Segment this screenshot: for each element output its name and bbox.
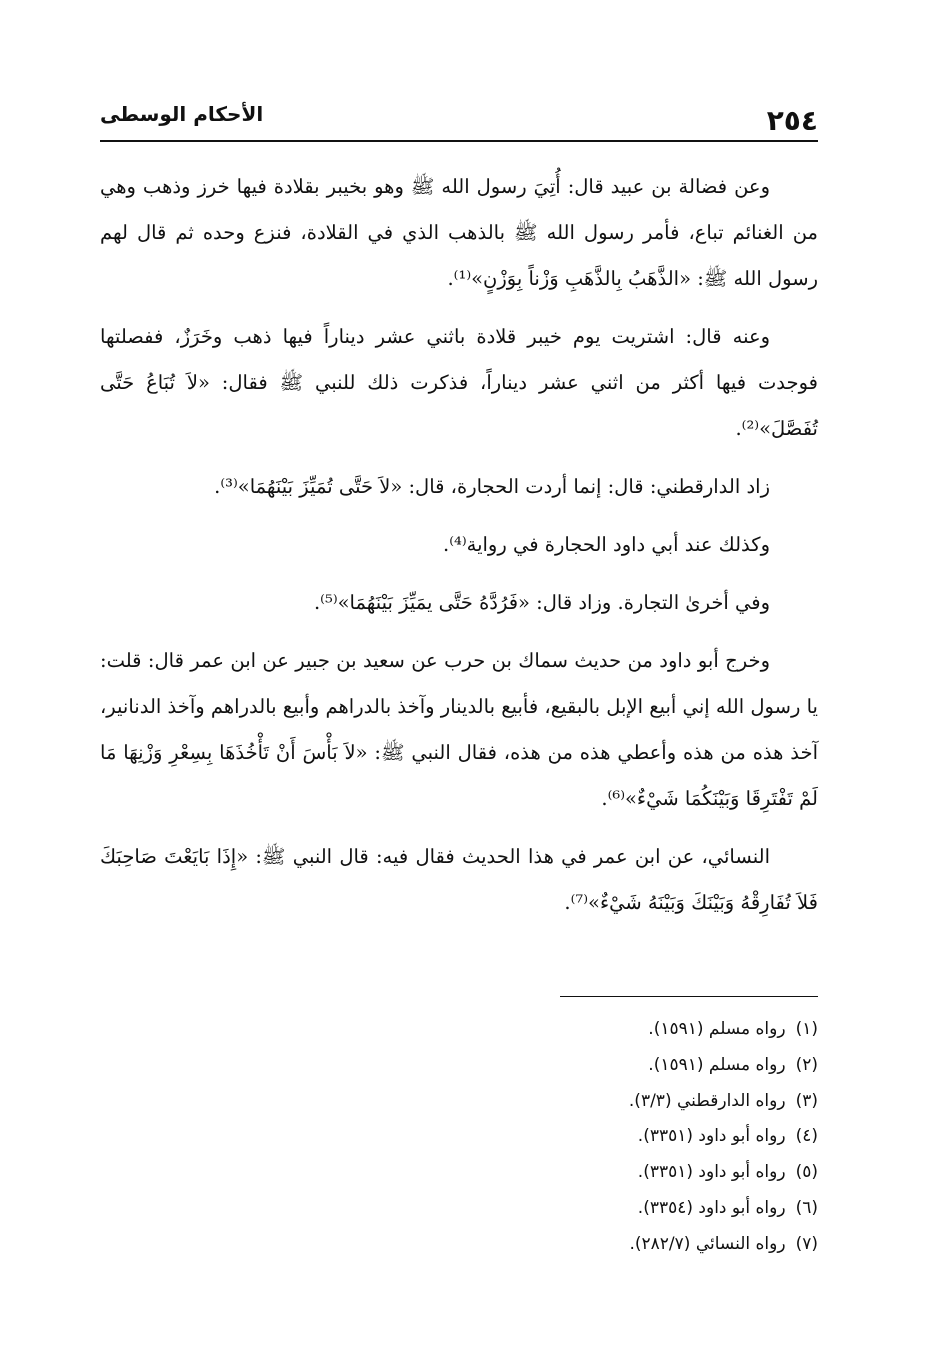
footnote-number: (٣)	[795, 1090, 818, 1111]
paragraph-3: زاد الدارقطني: قال: إنما أردت الحجارة، قال: «لاَ حَتَّى تُمَيِّزَ بَيْنَهُمَا»⁽³⁾.	[214, 475, 770, 498]
footnote-item	[218, 1191, 818, 1227]
footnote-item	[218, 1084, 818, 1120]
footnote-item	[218, 1227, 818, 1263]
footnote-text: رواه الدارقطني (٣/٣).	[628, 1090, 786, 1111]
footnote-text: رواه النسائي (٢٨٢/٧).	[629, 1233, 786, 1254]
footnote-number: (٢)	[795, 1054, 818, 1075]
main-text	[100, 164, 818, 938]
running-title: الأحكام الوسطى	[100, 102, 264, 126]
footnote-divider	[560, 996, 818, 997]
paragraph-5: وفي أخرىٰ التجارة. وزاد قال: «فَرُدَّهُ حَتَّى يمَيِّزَ بَيْنَهُمَا»⁽⁵⁾.	[313, 591, 770, 614]
footnote-text: رواه مسلم (١٥٩١).	[648, 1054, 786, 1075]
footnote-number: (١)	[795, 1019, 818, 1039]
footnote-number: (٤)	[795, 1126, 818, 1147]
footnote-item	[218, 1012, 818, 1048]
footnote-item	[218, 1119, 818, 1155]
paragraph-6: وخرج أبو داود من حديث سماك بن حرب عن سعيد بن جبير عن ابن عمر قال: قلت: يا رسول الله إني أبيع الإبل بالبقيع، فأبيع بالدينار وآخذ بالدراهم وأبيع بالدراهم وآخذ الدنانير، آخذ هذه من هذه وأعطي هذه من هذه، فقال النبي ﷺ: «لاَ بَأْسَ أَنْ تَأْخُذَهَا بِسِعْرِ وَزْنِهَا مَا لَمْ تَفْتَرِقَا وَبَيْنَكُمَا شَيْءٌ»⁽⁶⁾.	[100, 649, 818, 810]
footnote-text: رواه أبو داود (٣٣٥١).	[637, 1126, 786, 1147]
footnote-text: رواه أبو داود (٣٣٥١).	[637, 1162, 786, 1183]
footnotes-list	[218, 1012, 818, 1263]
footnote-number: (٦)	[795, 1197, 818, 1218]
paragraph-4: وكذلك عند أبي داود الحجارة في رواية⁽⁴⁾.	[443, 533, 770, 556]
footnote-item	[218, 1048, 818, 1084]
footnote-text: رواه أبو داود (٣٣٥٤).	[637, 1197, 786, 1218]
paragraph-1: وعن فضالة بن عبيد قال: أُتِيَ رسول الله ﷺ وهو بخيبر بقلادة فيها خرز وذهب وهي من الغنائم تباع، فأمر رسول الله ﷺ بالذهب الذي في القلادة، فنزع وحده ثم قال لهم رسول الله ﷺ: «الذَّهَبُ بِالذَّهَبِ وَزْناً بِوَزْنٍ»⁽¹⁾.	[100, 175, 818, 290]
page-number: ٢٥٤	[766, 104, 818, 137]
paragraph-2: وعنه قال: اشتريت يوم خيبر قلادة باثني عشر ديناراً فيها ذهب وخَرَزٌ، ففصلتها فوجدت فيها أكثر من اثني عشر ديناراً، فذكرت ذلك للنبي ﷺ فقال: «لاَ تُبَاعُ حَتَّى تُفَصَّلَ»⁽²⁾.	[100, 325, 818, 440]
footnote-text: رواه مسلم (١٥٩١).	[648, 1019, 786, 1039]
paragraph-7: النسائي، عن ابن عمر في هذا الحديث فقال فيه: قال النبي ﷺ: «إِذَا بَايَعْتَ صَاحِبَكَ فَلاَ تُفَارِقْهُ وَبَيْنَكَ وَبَيْنَهُ شَيْءٌ»⁽⁷⁾.	[100, 845, 818, 914]
footnote-item	[218, 1155, 818, 1191]
footnote-number: (٧)	[795, 1233, 818, 1254]
page-header	[100, 96, 818, 142]
footnote-number: (٥)	[795, 1162, 818, 1183]
